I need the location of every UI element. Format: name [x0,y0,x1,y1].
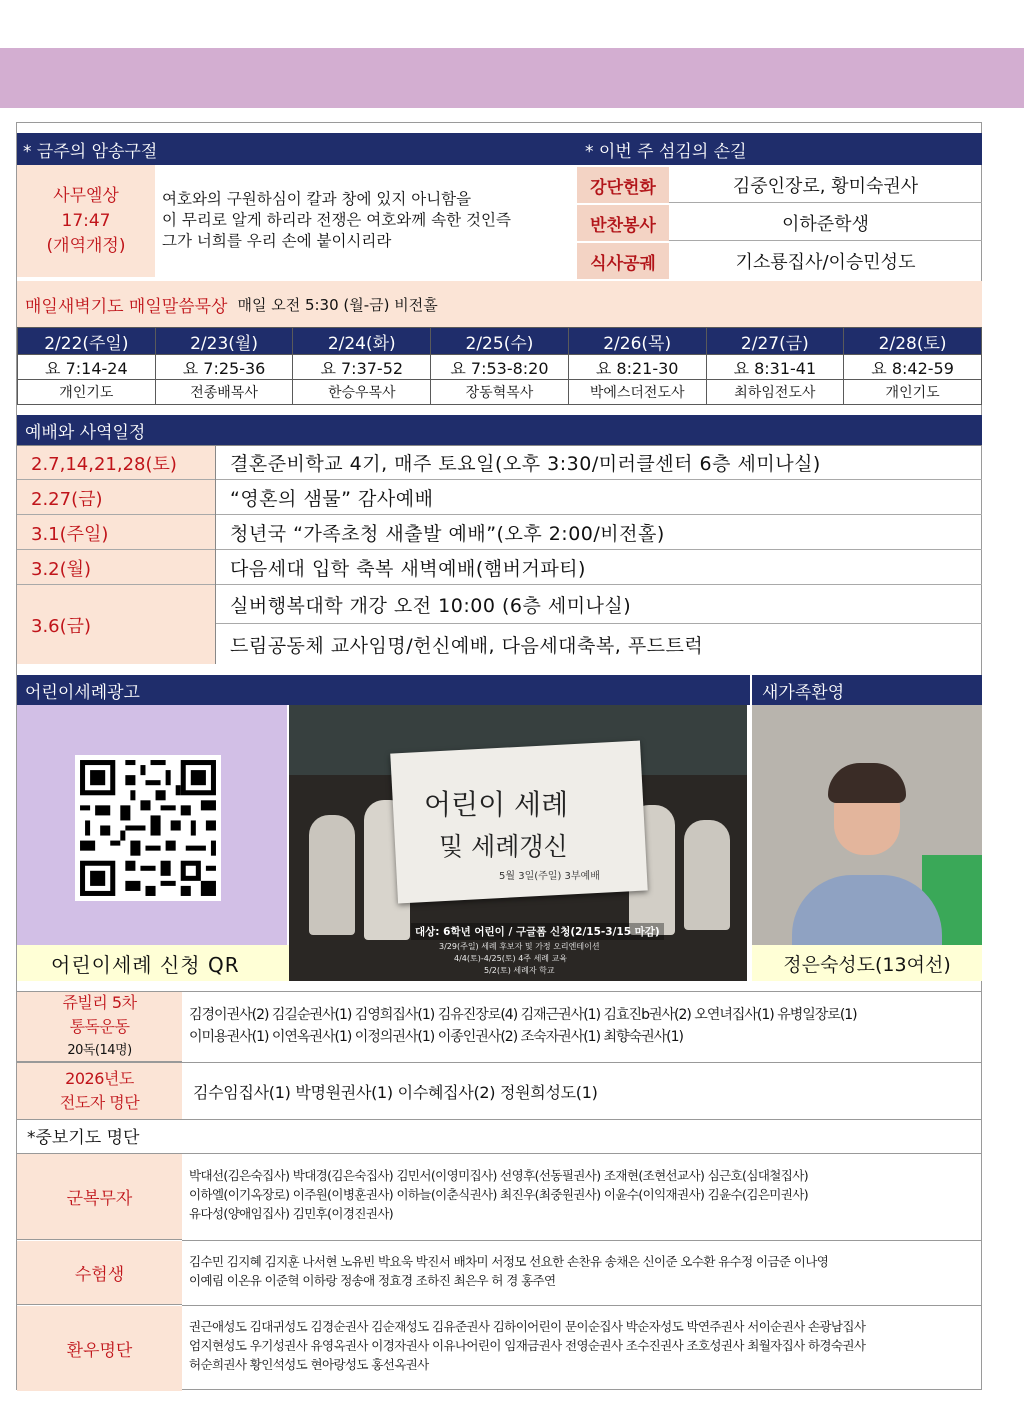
dawn-verse: 요 7:37-52 [293,355,431,380]
dawn-verse: 요 7:25-36 [155,355,293,380]
dawn-date: 2/26(목) [568,328,706,355]
prayer-group-label: 군복무자 [17,1154,182,1240]
dawn-leader: 최하임전도사 [706,380,844,405]
jubilee-line: 김경이권사(2) 김길순권사(1) 김영희집사(1) 김유진장로(4) 김재근권사(1) 김효진b권사(2) 오연녀집사(1) 유병일장로(1) [189,1007,857,1023]
dawn-date: 2/25(수) [431,328,569,355]
schedule-date: 2.7,14,21,28(토) [17,446,215,480]
prayer-line: 허순희권사 황인석성도 현아랑성도 홍선옥권사 [189,1357,429,1372]
service-label: 식사공궤 [577,243,669,279]
bulletin-page [16,122,982,1390]
memory-header: * 금주의 암송구절 [17,133,577,165]
schedule-text: “영혼의 샘물” 감사예배 [216,481,982,515]
photo-jacket [792,875,942,945]
top-color-band [0,48,1024,108]
prayer-group-label: 수험생 [17,1241,182,1305]
schedule-date: 3.2(월) [17,551,215,585]
memory-verse-line: 이 무리로 알게 하리라 전쟁은 여호와께 속한 것인즉 [162,211,511,229]
newfamily-header: 새가족환영 [750,675,982,705]
schedule-header: 예배와 사역일정 [17,415,982,445]
service-header: * 이번 주 섬김의 손길 [577,133,982,165]
prayer-group-label: 환우명단 [17,1306,182,1391]
prayer-line: 김수민 김지혜 김지훈 나서현 노유빈 박요욱 박진서 배차미 서정모 선요한 손찬유 송채은 신이준 오수환 유수정 이금준 이나영 [189,1254,829,1269]
memory-verse-line: 여호와의 구원하심이 칼과 창에 있지 아니함을 [162,190,472,208]
dawn-leader: 박에스더전도사 [568,380,706,405]
dawn-date: 2/23(월) [155,328,293,355]
poster-title: 및 세례갱신 [439,832,568,861]
poster-figure [309,815,355,935]
prayer-line: 이예림 이온유 이준혁 이하랑 정송애 정효경 조하진 최은우 허 경 홍주연 [189,1273,556,1288]
newfamily-photo [752,705,982,945]
dawn-schedule-table [17,327,982,405]
dawn-banner [17,281,982,327]
service-label: 반찬봉사 [577,205,669,241]
dawn-verse: 요 7:53-8:20 [431,355,569,380]
jubilee-label-line: 쥬빌리 5차 [62,992,137,1012]
schedule-date: 2.27(금) [17,481,215,515]
prayer-group-names [189,1252,979,1290]
dawn-leader: 개인기도 [18,380,156,405]
dawn-verse: 요 7:14-24 [18,355,156,380]
jubilee-label-line: 통독운동 [69,1016,130,1036]
poster-figure [684,820,730,930]
service-value: 이하준학생 [669,205,982,241]
poster-line: 4/4(토)-4/25(토) 4주 세례 교육 [454,954,568,963]
jubilee-label [17,992,182,1062]
schedule-text: 청년국 “가족초청 새출발 예배”(오후 2:00/비전홀) [216,516,982,550]
dawn-date: 2/28(토) [844,328,982,355]
poster-date: 5월 3일(주일) 3부예배 [499,871,600,882]
prayer-group-names [189,1317,979,1374]
dawn-verse: 요 8:21-30 [568,355,706,380]
evangelist-label-line: 전도자 명단 [59,1093,140,1112]
poster-line: 5/2(토) 세례자 학교 [484,966,555,975]
dawn-leader: 전종배목사 [155,380,293,405]
service-value: 기소룡집사/이승민성도 [735,252,916,273]
poster-title: 어린이 세례 [424,788,569,821]
schedule-table [17,445,982,663]
memory-ref-version: (개역개정) [46,235,126,256]
dawn-title: 매일새벽기도 매일말씀묵상 [25,296,228,317]
prayer-line: 이하엘(이기옥장로) 이주원(이병훈권사) 이하늘(이춘식권사) 최진우(최중원권사) 이윤수(이익재권사) 김윤수(김은미권사) [189,1187,808,1202]
dawn-verse: 요 8:42-59 [844,355,982,380]
prayer-table [17,1153,982,1391]
jubilee-count: 20독(14명) [67,1042,132,1058]
prayer-title: *중보기도 명단 [27,1128,140,1148]
dawn-date: 2/27(금) [706,328,844,355]
dawn-detail: 매일 오전 5:30 (월-금) 비전홀 [237,295,438,314]
schedule-date: 3.1(주일) [17,516,215,550]
newfamily-name: 정은숙성도(13여선) [752,945,982,981]
poster-line: 3/29(주일) 세례 후보자 및 가정 오리엔테이션 [439,942,600,951]
dawn-leader: 개인기도 [844,380,982,405]
memory-reference [17,165,155,277]
photo-hair [828,763,906,803]
qr-caption: 어린이세례 신청 QR [17,945,289,981]
prayer-line: 유다성(양애임집사) 김민후(이경진권사) [189,1206,394,1221]
prayer-line: 박대선(김은숙집사) 박대경(김은숙집사) 김민서(이영미집사) 선영후(선동필권사) 조재현(조현선교사) 심근호(심대철집사) [189,1168,808,1183]
evangelist-label-line: 2026년도 [65,1069,134,1088]
memory-ref-book: 사무엘상 [53,185,119,206]
divider [182,1305,982,1306]
dawn-date: 2/24(화) [293,328,431,355]
schedule-date: 3.6(금) [31,616,92,637]
prayer-line: 권근애성도 김대귀성도 김경순권사 김순재성도 김유준권사 김하이어린이 문이순집사 박순자성도 박연주권사 서이순권사 손광남집사 [189,1319,866,1334]
memory-verse-line: 그가 너희를 우리 손에 붙이시리라 [162,232,392,250]
evangelist-label [17,1063,182,1119]
service-label: 강단헌화 [577,167,669,203]
prayer-line: 엄지현성도 우기성권사 유영옥권사 이경자권사 이유나어린이 임재금권사 전영순권사 조수진권사 조호성권사 최월자집사 하경숙권사 [189,1338,866,1353]
poster-target: 대상: 6학년 어린이 / 구글폼 신청(2/15-3/15 마감) [411,923,664,940]
dawn-verse: 요 8:31-41 [706,355,844,380]
service-value: 김중인장로, 황미숙권사 [669,167,982,203]
qr-code-icon [75,755,221,901]
divider [182,1240,982,1241]
memory-verse [162,189,572,252]
schedule-text: 실버행복대학 개강 오전 10:00 (6층 세미나실) [216,586,982,624]
baptism-poster [289,705,747,981]
divider [17,1119,982,1120]
jubilee-line: 이미용권사(1) 이연옥권사(1) 이정의권사(1) 이종인권사(2) 조숙자권사(1) 최향숙권사(1) [189,1029,683,1045]
memory-ref-verse: 17:47 [61,210,111,231]
dawn-leader: 장동혁목사 [431,380,569,405]
schedule-text: 다음세대 입학 축복 새벽예배(햄버거파티) [216,551,982,585]
dawn-leader: 한승우목사 [293,380,431,405]
prayer-group-names [189,1166,979,1223]
baptism-header: 어린이세례광고 [17,675,750,705]
evangelist-names: 김수임집사(1) 박명원권사(1) 이수혜집사(2) 정원희성도(1) [193,1082,598,1102]
qr-panel [17,705,287,945]
schedule-text: 결혼준비학교 4기, 매주 토요일(오후 3:30/미러클센터 6층 세미나실) [216,446,982,480]
dawn-date: 2/22(주일) [18,328,156,355]
reading-section [17,991,982,1119]
schedule-text: 드림공동체 교사임명/헌신예배, 다음세대축복, 푸드트럭 [230,634,704,657]
jubilee-names [189,1004,979,1048]
